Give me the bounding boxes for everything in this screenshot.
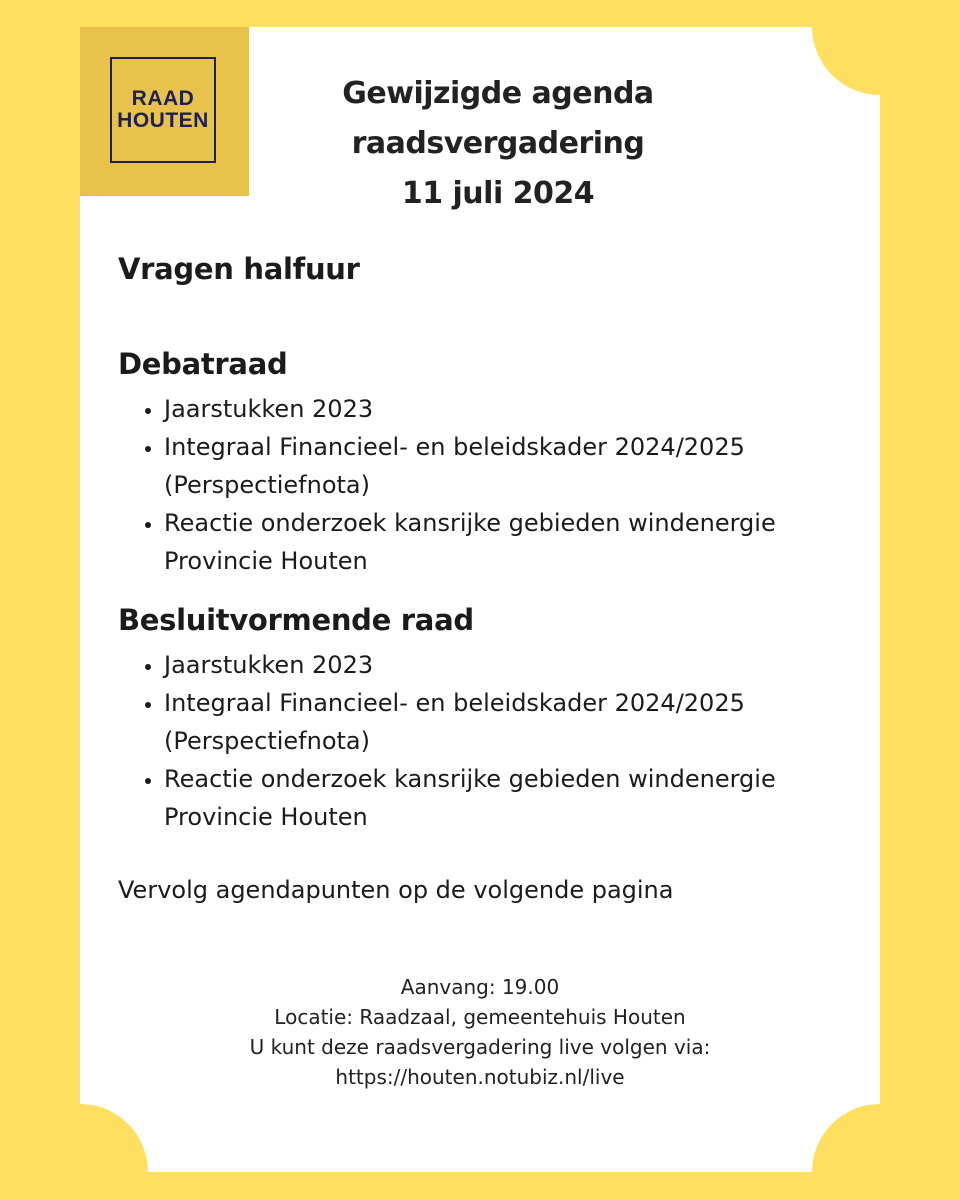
meeting-info-footer	[80, 972, 880, 1092]
logo-text-houten: HOUTEN	[117, 109, 209, 132]
corner-decoration-top-right	[812, 27, 880, 95]
livestream-url: https://houten.notubiz.nl/live	[335, 1065, 625, 1089]
debatraad-list	[118, 390, 858, 580]
heading-debatraad: Debatraad	[118, 347, 288, 381]
logo-text-raad: RAAD	[131, 87, 195, 110]
heading-vragen-halfuur: Vragen halfuur	[118, 252, 360, 286]
raad-houten-logo	[80, 27, 249, 196]
list-item: • Integraal Financieel- en beleidskader 2024/2025 (Perspectiefnota)	[164, 684, 858, 760]
agenda-card	[80, 27, 880, 1172]
corner-decoration-bottom-left	[80, 1104, 148, 1172]
list-item: • Reactie onderzoek kansrijke gebieden windenergie Provincie Houten	[164, 504, 858, 580]
list-item: • Jaarstukken 2023	[164, 390, 858, 428]
list-item: • Jaarstukken 2023	[164, 646, 858, 684]
location: Locatie: Raadzaal, gemeentehuis Houten	[274, 1005, 686, 1029]
page-title	[300, 69, 696, 219]
livestream-note: U kunt deze raadsvergadering live volgen via:	[249, 1035, 711, 1059]
start-time: Aanvang: 19.00	[400, 975, 560, 999]
vervolg-note: Vervolg agendapunten op de volgende pagina	[118, 876, 674, 904]
title-line-1: Gewijzigde agenda	[342, 76, 654, 111]
logo-frame	[110, 57, 216, 163]
title-line-3: 11 juli 2024	[401, 176, 595, 211]
list-item: • Integraal Financieel- en beleidskader 2024/2025 (Perspectiefnota)	[164, 428, 858, 504]
list-item: • Reactie onderzoek kansrijke gebieden windenergie Provincie Houten	[164, 760, 858, 836]
besluitvormende-list	[118, 646, 858, 836]
agenda-content	[118, 249, 858, 908]
corner-decoration-bottom-right	[812, 1104, 880, 1172]
heading-besluitvormende-raad: Besluitvormende raad	[118, 603, 474, 637]
title-line-2: raadsvergadering	[351, 126, 645, 161]
